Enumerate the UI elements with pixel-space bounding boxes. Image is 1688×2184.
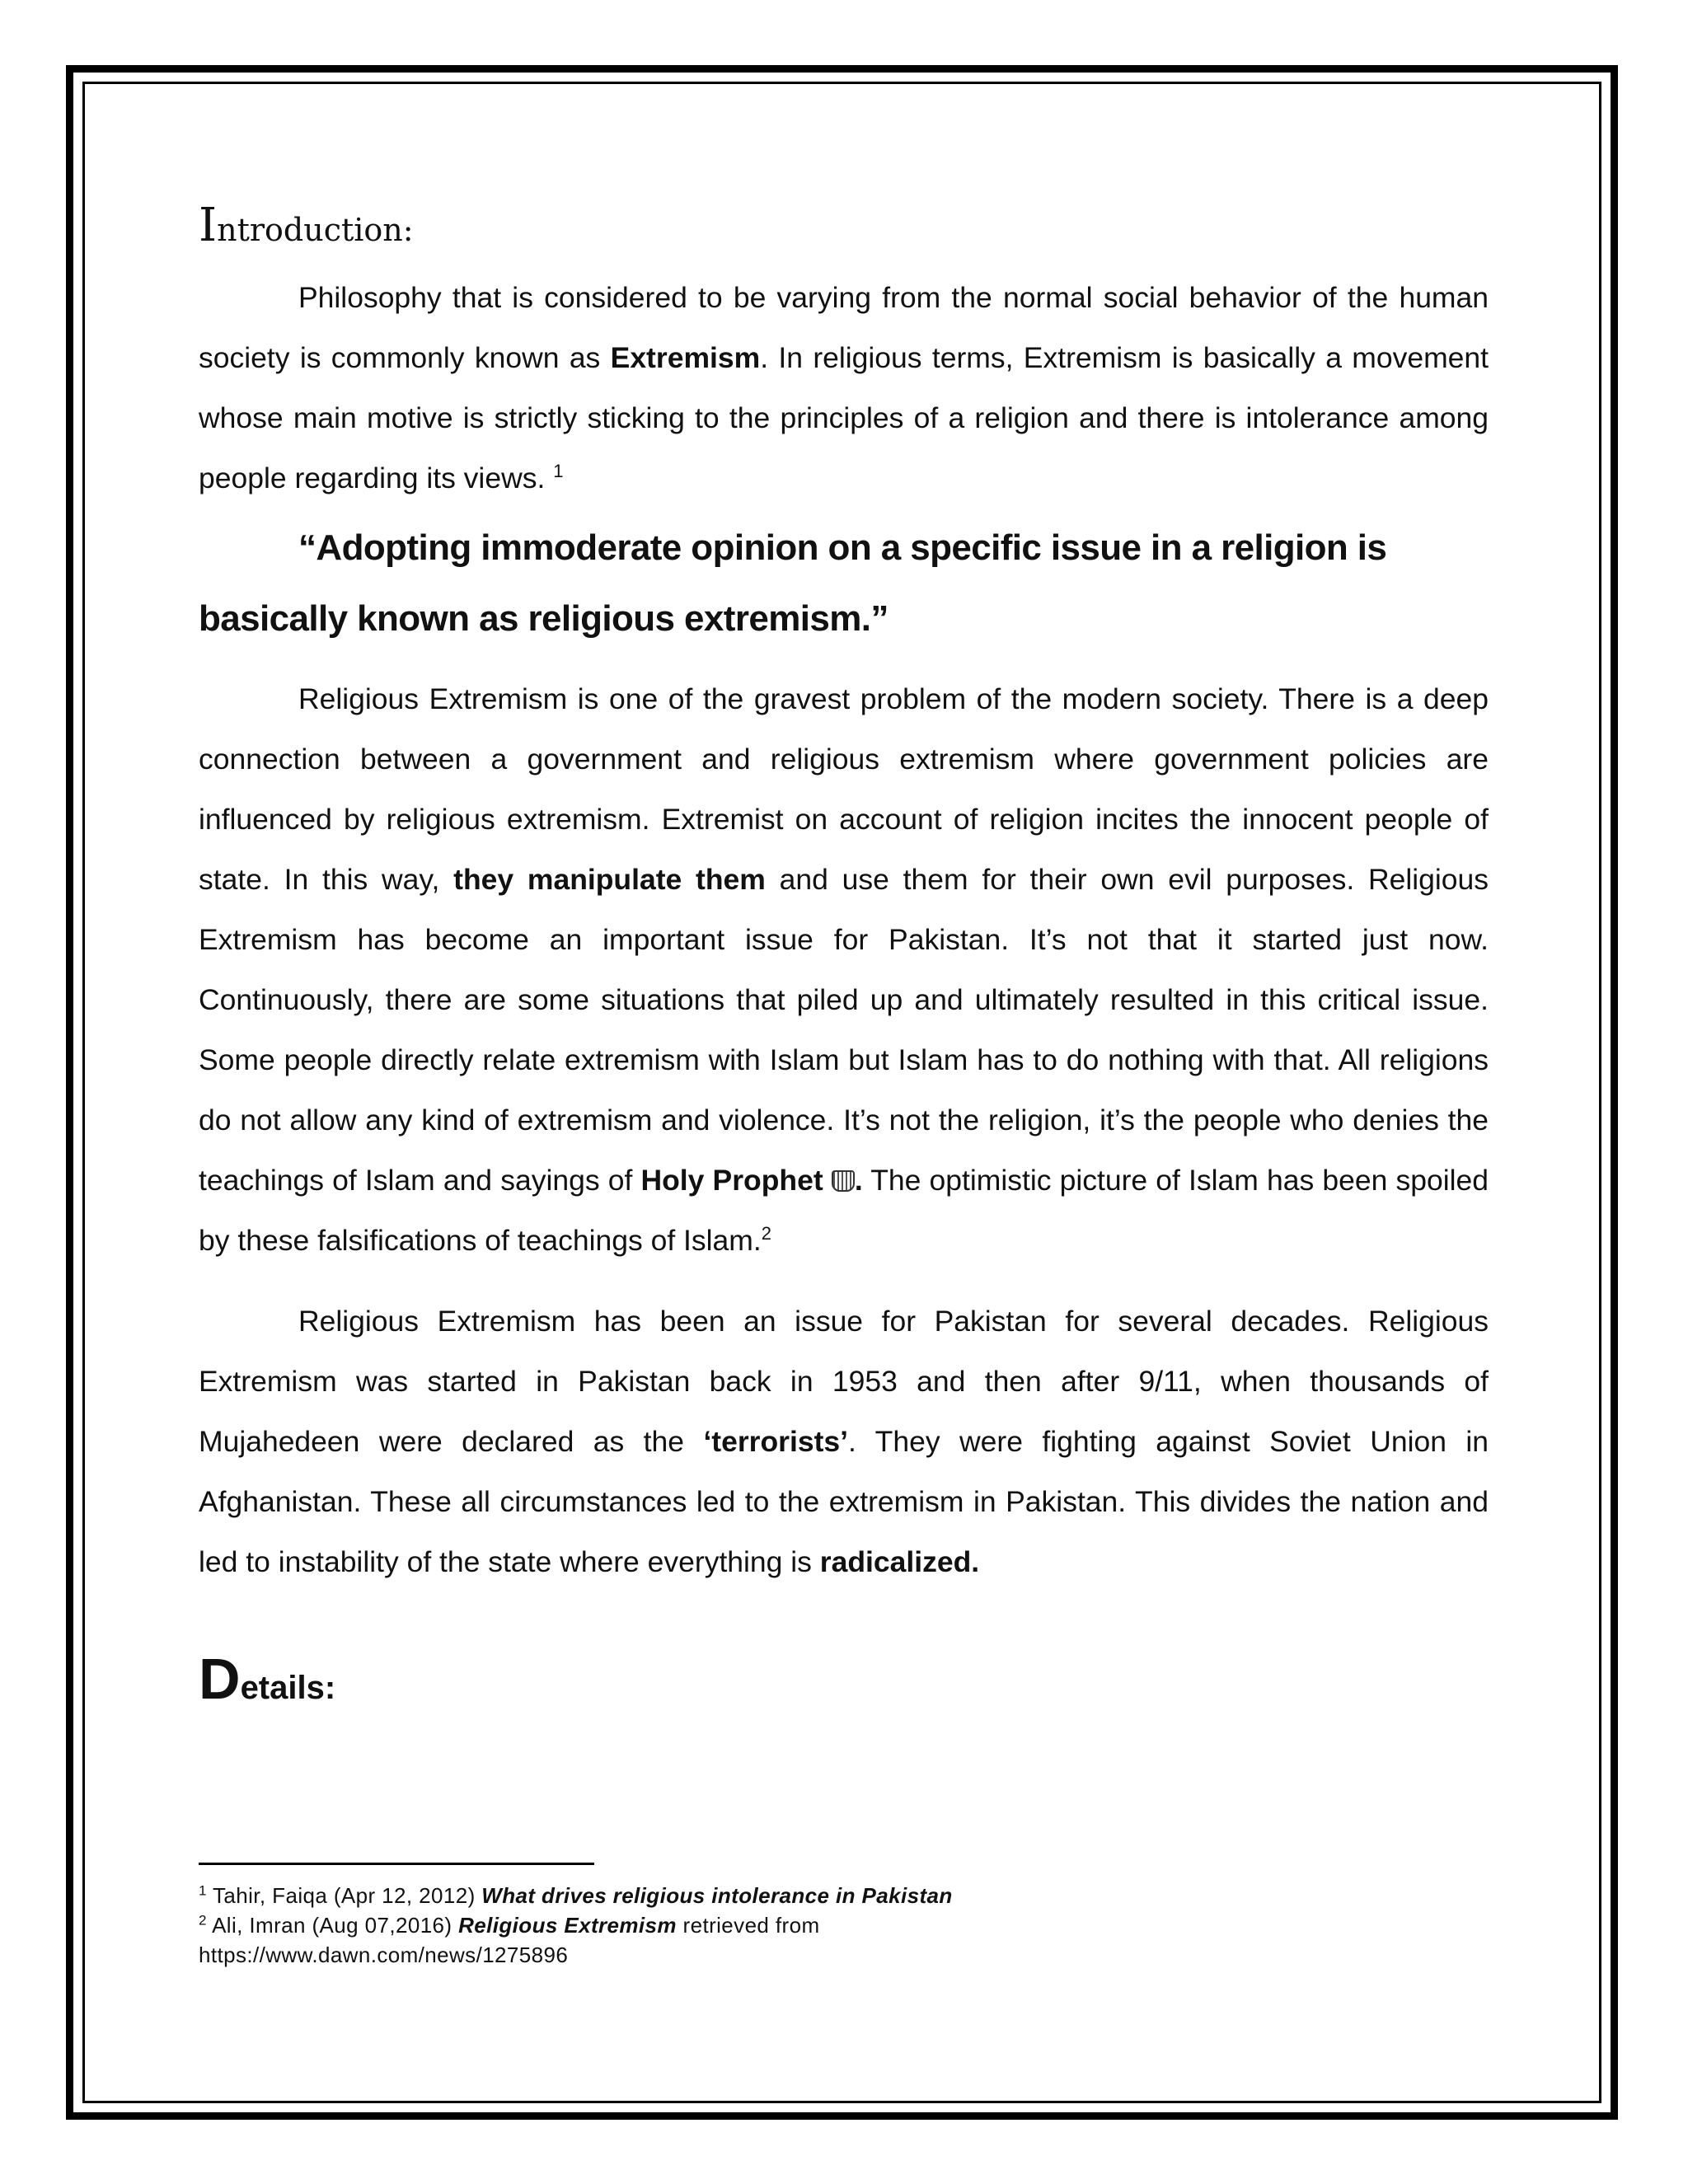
document-body bbox=[199, 198, 1489, 1712]
paragraph-text: Religious Extremism is one of the gravest problem of the modern society. There is a deep connection between a government and religious extremism where government policies are influenced by religious extremism. Extremist on account of religion incites the innocent people of state. In this way, bbox=[199, 682, 1489, 897]
paragraph-text: Religious Extremism has been an issue for Pakistan for several decades. Religious Extremism was started in Pakistan back in 1953 and then after 9/11, when thousands of Mujahedeen were declared as the bbox=[199, 1305, 1489, 1459]
footnote-separator bbox=[199, 1863, 594, 1865]
pbuh-calligraphy-icon bbox=[832, 1170, 855, 1192]
paragraph-problem bbox=[199, 669, 1489, 1271]
introduction-heading bbox=[199, 198, 1489, 253]
introduction-heading-rest: ntroduction: bbox=[217, 212, 414, 248]
footnote-2 bbox=[199, 1910, 1105, 1940]
footnote-citation: Ali, Imran (Aug 07,2016) bbox=[212, 1913, 459, 1938]
footnote-number: 1 bbox=[199, 1882, 207, 1899]
paragraph-history bbox=[199, 1291, 1489, 1592]
bold-period: . bbox=[854, 1164, 863, 1197]
footnote-ref-1[interactable]: 1 bbox=[553, 461, 564, 482]
footnote-1 bbox=[199, 1881, 1105, 1910]
paragraph-definition bbox=[199, 268, 1489, 509]
footnote-title: What drives religious intolerance in Pakistan bbox=[481, 1883, 953, 1908]
quote-definition: “Adopting immoderate opinion on a specific issue in a religion is basically known as religious extremism.” bbox=[199, 527, 1387, 640]
details-heading bbox=[199, 1647, 1489, 1712]
footnote-citation: Tahir, Faiqa (Apr 12, 2012) bbox=[213, 1883, 482, 1908]
paragraph-text: . They were fighting against Soviet Union in Afghanistan. These all circumstances led to the extremism in Pakistan. This divides the nation and led to instability of the state where everything is bbox=[199, 1425, 1489, 1579]
footnote-2-url[interactable]: https://www.dawn.com/news/1275896 bbox=[199, 1943, 569, 1967]
details-heading-rest: etails: bbox=[240, 1670, 336, 1707]
bold-phrase: Holy Prophet bbox=[640, 1164, 823, 1197]
introduction-heading-initial: I bbox=[199, 199, 218, 252]
bold-term: Extremism bbox=[610, 341, 761, 375]
footnote-title: Religious Extremism bbox=[458, 1913, 677, 1938]
bold-phrase: they manipulate them bbox=[453, 863, 766, 897]
footnote-suffix: retrieved from bbox=[676, 1913, 820, 1938]
footnotes bbox=[199, 1881, 1105, 1970]
footnote-ref-2[interactable]: 2 bbox=[761, 1223, 771, 1244]
paragraph-text: . In religious terms, Extremism is basically a movement whose main motive is strictly sticking to the principles of a religion and there is intolerance among people regarding its views. bbox=[199, 341, 1489, 495]
details-heading-initial: D bbox=[199, 1647, 241, 1712]
bold-phrase: ‘terrorists’ bbox=[703, 1425, 849, 1459]
bold-phrase: radicalized. bbox=[819, 1545, 980, 1579]
footnote-number: 2 bbox=[199, 1912, 207, 1929]
paragraph-text: Philosophy that is considered to be varying from the normal social behavior of the human society is commonly known as bbox=[199, 281, 1489, 375]
paragraph-text: The optimistic picture of Islam has been spoiled by these falsifications of teachings of Islam. bbox=[199, 1164, 1489, 1258]
paragraph-text: and use them for their own evil purposes. Religious Extremism has become an important issue for Pakistan. It’s not that it started just now. Continuously, there are some situations that piled up and ultimately resulted in this critical issue. Some people directly relate extremism with Islam but Islam has to do nothing with that. All religions do not allow any kind of extremism and violence. It’s not the religion, it’s the people who denies the teachings of Islam and sayings of bbox=[199, 863, 1489, 1197]
